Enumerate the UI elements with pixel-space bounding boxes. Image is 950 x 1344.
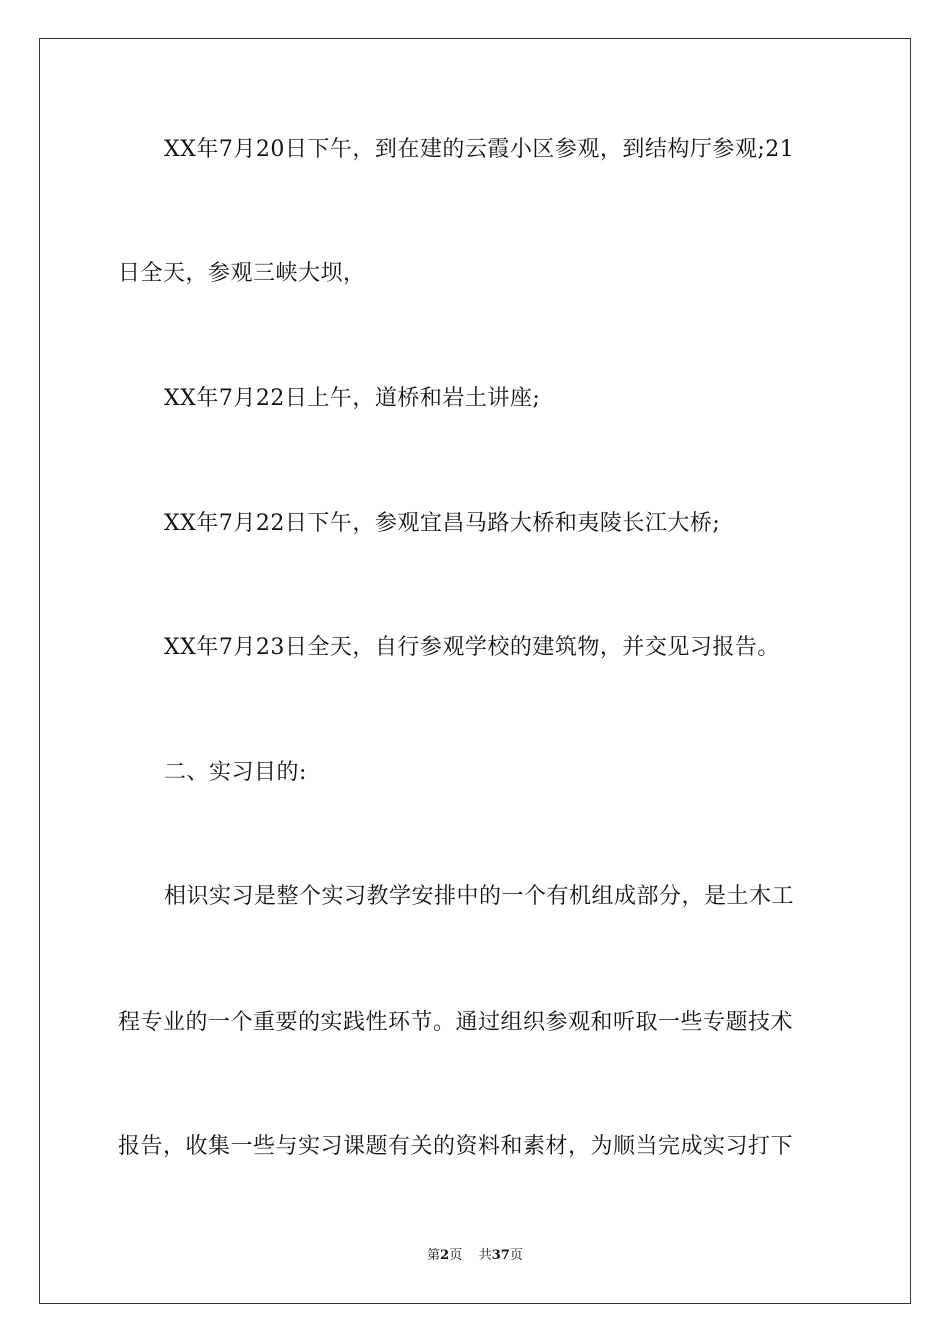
footer-total-pages: 37 <box>491 1248 510 1263</box>
footer-total-suffix: 页 <box>509 1248 523 1263</box>
paragraph-line-8: 程专业的一个重要的实践性环节。通过组织参观和听取一些专题技术 <box>118 1010 794 1035</box>
footer-page-prefix: 第 <box>427 1248 441 1263</box>
page-footer <box>0 1247 950 1265</box>
paragraph-line-3: XX年7月22日上午，道桥和岩土讲座; <box>164 386 541 411</box>
paragraph-line-1: XX年7月20日下午，到在建的云霞小区参观，到结构厅参观;21 <box>164 137 795 162</box>
footer-page-number: 2 <box>440 1248 450 1263</box>
paragraph-line-4: XX年7月22日下午，参观宜昌马路大桥和夷陵长江大桥; <box>164 511 721 536</box>
footer-total-prefix: 共 <box>478 1248 492 1263</box>
paragraph-line-2: 日全天，参观三峡大坝， <box>118 261 366 286</box>
paragraph-line-5: XX年7月23日全天，自行参观学校的建筑物，并交见习报告。 <box>164 635 780 660</box>
paragraph-line-7: 相识实习是整个实习教学安排中的一个有机组成部分，是土木工 <box>164 884 795 909</box>
footer-page-suffix: 页 <box>449 1248 463 1263</box>
section-heading: 二、实习目的: <box>164 760 307 785</box>
paragraph-line-9: 报告，收集一些与实习课题有关的资料和素材，为顺当完成实习打下 <box>118 1134 794 1159</box>
page-border <box>39 38 911 1304</box>
